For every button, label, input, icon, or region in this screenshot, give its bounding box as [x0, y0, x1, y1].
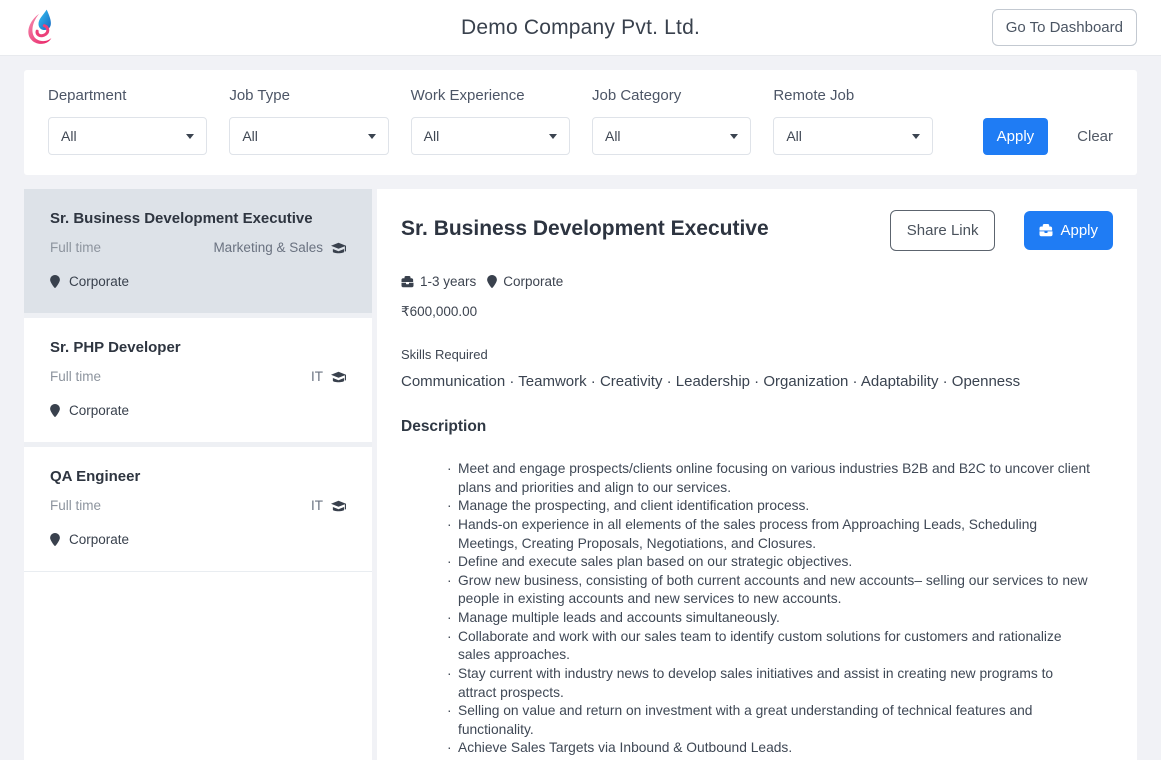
job-category-label: Marketing & Sales [213, 240, 346, 255]
apply-button-label: Apply [1060, 222, 1098, 239]
graduation-cap-icon [331, 500, 346, 512]
job-category-label: IT [311, 369, 346, 384]
location-value: Corporate [503, 274, 564, 289]
remote-job-select[interactable] [773, 117, 932, 155]
experience-value: 1-3 years [420, 274, 477, 289]
graduation-cap-icon [331, 371, 346, 383]
job-location [50, 532, 346, 547]
go-to-dashboard-button[interactable]: Go To Dashboard [992, 9, 1137, 46]
filter-field-department [48, 87, 207, 155]
page-title: Demo Company Pvt. Ltd. [461, 15, 700, 39]
caret-down-icon [730, 134, 738, 139]
description-item: · Manage multiple leads and accounts simultaneously. [447, 609, 1092, 628]
description-item: · Stay current with industry news to develop sales initiatives and assist in creating new programs to attract prospects. [447, 665, 1092, 702]
caret-down-icon [912, 134, 920, 139]
job-detail-panel [377, 189, 1137, 760]
detail-actions [890, 210, 1113, 251]
caret-down-icon [368, 134, 376, 139]
job-category-label: IT [311, 498, 346, 513]
filter-label: Department [48, 87, 127, 104]
filter-label: Work Experience [410, 87, 525, 104]
description-item: · Selling on value and return on investment with a great understanding of technical features and functionality. [447, 702, 1092, 739]
job-category-select[interactable] [592, 117, 751, 155]
skills-list: Communication · Teamwork · Creativity · Leadership · Organization · Adaptability · Openness [401, 373, 1021, 390]
department-select[interactable] [48, 117, 207, 155]
map-pin-icon [50, 275, 60, 288]
filter-label: Remote Job [773, 87, 855, 104]
select-value: All [423, 128, 440, 144]
job-detail-title: Sr. Business Development Executive [401, 217, 769, 240]
skills-heading: Skills Required [401, 347, 488, 362]
filter-field-work-experience [411, 87, 570, 155]
experience-meta [401, 274, 476, 289]
job-location [50, 274, 346, 289]
job-type-label: Full time [50, 498, 102, 513]
filter-field-job-category [592, 87, 751, 155]
filter-actions [983, 118, 1113, 155]
salary-value: ₹600,000.00 [401, 304, 478, 319]
detail-meta-row [401, 274, 1113, 289]
job-card-title: QA Engineer [50, 468, 141, 485]
filter-label: Job Category [591, 87, 682, 104]
content-area [24, 189, 1137, 760]
job-list-sidebar [24, 189, 372, 760]
description-list [447, 460, 1092, 758]
location-meta [487, 274, 563, 289]
description-item: · Collaborate and work with our sales team to identify custom solutions for customers and rationalize sales approaches. [447, 628, 1092, 665]
description-item: · Hands-on experience in all elements of the sales process from Approaching Leads, Scheduling Meetings, Creating Proposals, Negotiations, and Closures. [447, 516, 1092, 553]
job-card-sr-business-development-executive[interactable] [24, 189, 372, 318]
caret-down-icon [186, 134, 194, 139]
briefcase-icon [1039, 224, 1053, 237]
job-location-label: Corporate [69, 274, 130, 289]
caret-down-icon [549, 134, 557, 139]
work-experience-select[interactable] [411, 117, 570, 155]
filter-label: Job Type [229, 87, 290, 104]
job-location-label: Corporate [69, 532, 130, 547]
job-card-meta [50, 498, 346, 513]
select-value: All [604, 128, 621, 144]
filter-field-job-type [229, 87, 388, 155]
job-card-sr-php-developer[interactable] [24, 318, 372, 447]
filter-field-remote-job [773, 87, 932, 155]
job-list-filler [24, 572, 372, 760]
job-type-label: Full time [50, 240, 102, 255]
job-card-meta [50, 369, 346, 384]
description-item: · Achieve Sales Targets via Inbound & Outbound Leads. [447, 739, 1092, 758]
map-pin-icon [50, 533, 60, 546]
description-item: · Grow new business, consisting of both current accounts and new accounts– selling our services to new people in existing accounts and new services to new accounts. [447, 572, 1092, 609]
select-value: All [786, 128, 802, 144]
apply-filters-button[interactable]: Apply [983, 118, 1049, 155]
briefcase-icon [401, 276, 414, 288]
company-logo-icon [24, 8, 58, 48]
select-value: All [242, 128, 258, 144]
job-card-title: Sr. Business Development Executive [50, 210, 313, 227]
description-item: · Manage the prospecting, and client identification process. [447, 497, 1092, 516]
description-item: · Meet and engage prospects/clients online focusing on various industries B2B and B2C to uncover client plans and priorities and align to our services. [447, 460, 1092, 497]
select-value: All [61, 128, 77, 144]
job-card-meta [50, 240, 346, 255]
job-type-label: Full time [50, 369, 102, 384]
share-link-button[interactable]: Share Link [890, 210, 996, 251]
job-location-label: Corporate [69, 403, 130, 418]
description-item: · Define and execute sales plan based on our strategic objectives. [447, 553, 1092, 572]
map-pin-icon [487, 275, 497, 288]
apply-job-button[interactable] [1024, 211, 1113, 250]
top-header [0, 0, 1161, 56]
map-pin-icon [50, 404, 60, 417]
job-card-title: Sr. PHP Developer [50, 339, 181, 356]
job-type-select[interactable] [229, 117, 388, 155]
detail-header [401, 210, 1113, 251]
filters-panel [24, 70, 1137, 175]
job-location [50, 403, 346, 418]
clear-filters-button[interactable]: Clear [1077, 128, 1114, 145]
job-card-qa-engineer[interactable] [24, 447, 372, 572]
description-heading: Description [401, 418, 487, 435]
graduation-cap-icon [331, 242, 346, 254]
